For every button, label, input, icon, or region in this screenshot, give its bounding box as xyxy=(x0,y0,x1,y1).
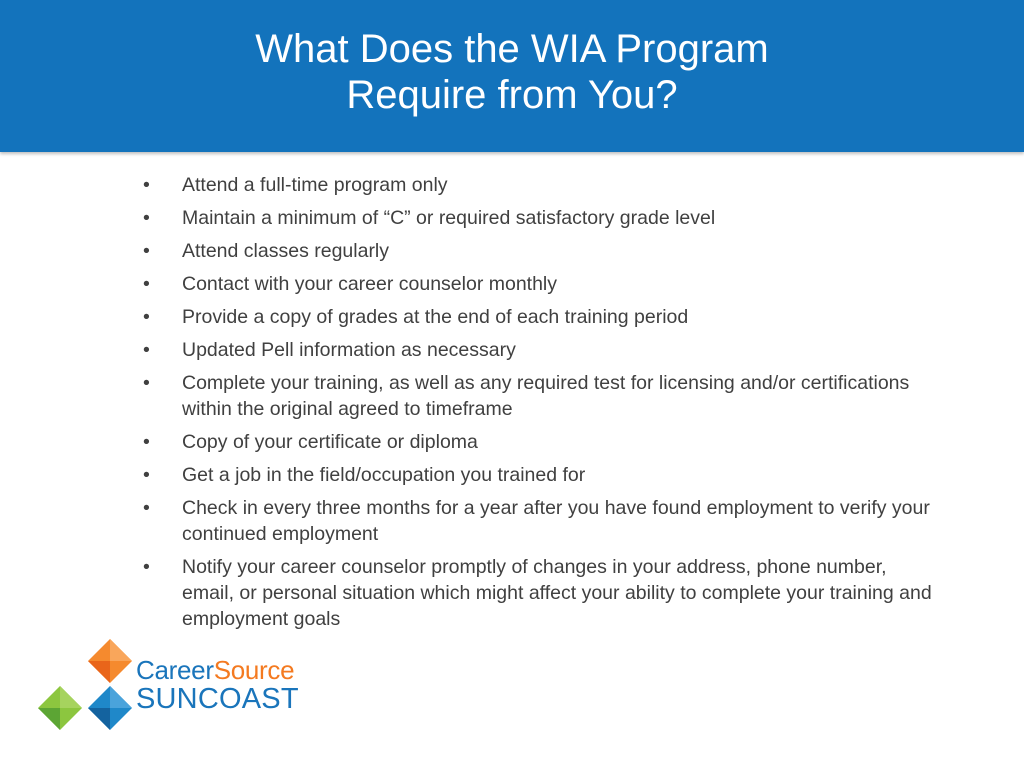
list-item xyxy=(141,337,941,363)
list-item xyxy=(141,238,941,264)
logo-source-text: Source xyxy=(213,655,295,685)
logo-career-text: Career xyxy=(136,655,214,685)
bullet-dot: • xyxy=(143,174,150,196)
bullet-dot: • xyxy=(143,497,150,519)
bullet-dot: • xyxy=(143,207,150,229)
list-item-text: Updated Pell information as necessary xyxy=(182,339,516,361)
bullet-dot: • xyxy=(143,273,150,295)
careersource-logo xyxy=(36,636,306,736)
bullet-dot: • xyxy=(143,464,150,486)
list-item-text: Maintain a minimum of “C” or required satisfactory grade level xyxy=(182,207,716,229)
careersource-diamond-mark-icon xyxy=(36,636,136,736)
bullet-dot: • xyxy=(143,339,150,361)
bullet-dot: • xyxy=(143,306,150,328)
list-item-text: Get a job in the field/occupation you trained for xyxy=(182,464,586,486)
list-item-text: Complete your training, as well as any required test for licensing and/or certifications within the original agreed to timeframe xyxy=(182,372,910,420)
list-item-text: Contact with your career counselor monthly xyxy=(182,273,558,295)
title-banner xyxy=(0,0,1024,152)
bullet-dot: • xyxy=(143,431,150,453)
list-item-text: Copy of your certificate or diploma xyxy=(182,431,478,453)
list-item xyxy=(141,554,941,632)
list-item xyxy=(141,205,941,231)
list-item-text: Notify your career counselor promptly of changes in your address, phone number, email, or personal situation which might affect your ability to complete your training and employment goals xyxy=(182,556,932,630)
logo-wordmark xyxy=(136,656,299,714)
list-item xyxy=(141,271,941,297)
list-item xyxy=(141,429,941,455)
list-item-text: Attend a full-time program only xyxy=(182,174,448,196)
list-item xyxy=(141,304,941,330)
list-item-text: Provide a copy of grades at the end of each training period xyxy=(182,306,689,328)
bullet-dot: • xyxy=(143,556,150,578)
requirements-list xyxy=(141,172,941,639)
logo-name-line xyxy=(136,656,299,684)
bullet-dot: • xyxy=(143,372,150,394)
list-item-text: Attend classes regularly xyxy=(182,240,390,262)
list-item xyxy=(141,370,941,422)
list-item xyxy=(141,495,941,547)
logo-suncoast-text: SUNCOAST xyxy=(136,683,299,715)
list-item xyxy=(141,172,941,198)
list-item-text: Check in every three months for a year after you have found employment to verify your continued employment xyxy=(182,497,930,545)
bullet-dot: • xyxy=(143,240,150,262)
slide-title: What Does the WIA Program Require from You? xyxy=(255,27,769,117)
list-item xyxy=(141,462,941,488)
